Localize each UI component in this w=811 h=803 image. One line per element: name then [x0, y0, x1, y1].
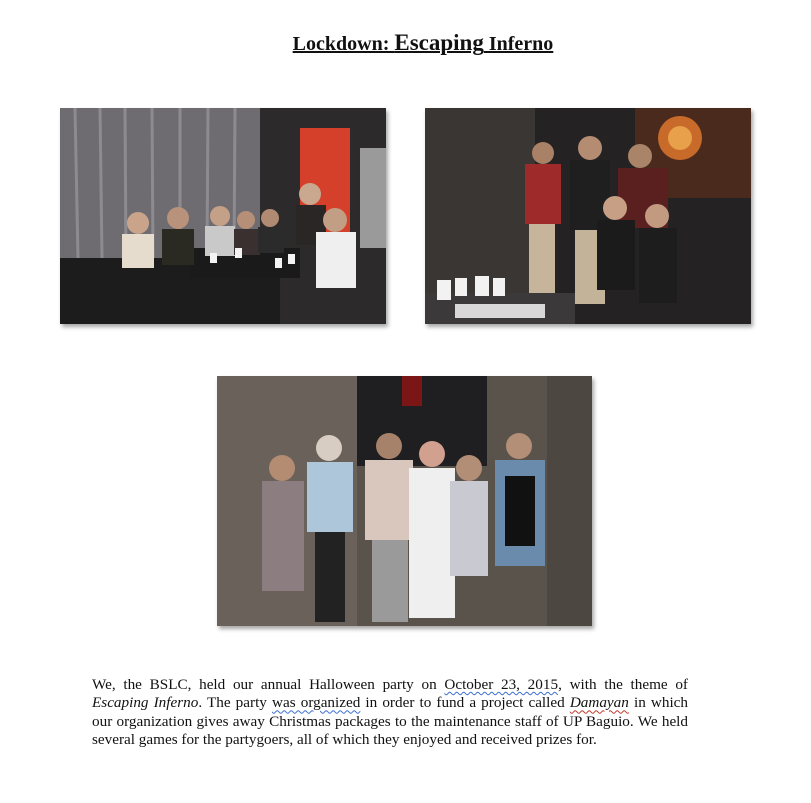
para-text-3: . The party — [198, 694, 272, 712]
title-prefix: Lockdown: — [292, 33, 395, 55]
project-name: Damayan — [569, 694, 629, 712]
group-photo-standing — [425, 108, 751, 324]
grammar-flag-phrase: was organized — [272, 694, 361, 712]
event-date: October 23, 2015 — [444, 676, 559, 693]
para-text-2: , with the theme of — [558, 676, 688, 693]
article-paragraph — [92, 676, 688, 749]
para-text-5: in which our organization gives away Christmas packages to the maintenance staff of UP Baguio. We held several games for the partygoers, all of which they enjoyed and received prizes for. — [92, 694, 689, 748]
page-title — [0, 30, 811, 56]
theme-name: Escaping Inferno — [92, 694, 199, 712]
para-text-4: in order to fund a project called — [360, 694, 570, 712]
group-photo-costumes — [217, 376, 592, 626]
para-text-1: We, the BSLC, held our annual Halloween party on — [92, 676, 445, 693]
group-photo-table — [60, 108, 386, 324]
title-emphasis: Escaping — [394, 30, 484, 55]
title-suffix: Inferno — [483, 33, 554, 55]
